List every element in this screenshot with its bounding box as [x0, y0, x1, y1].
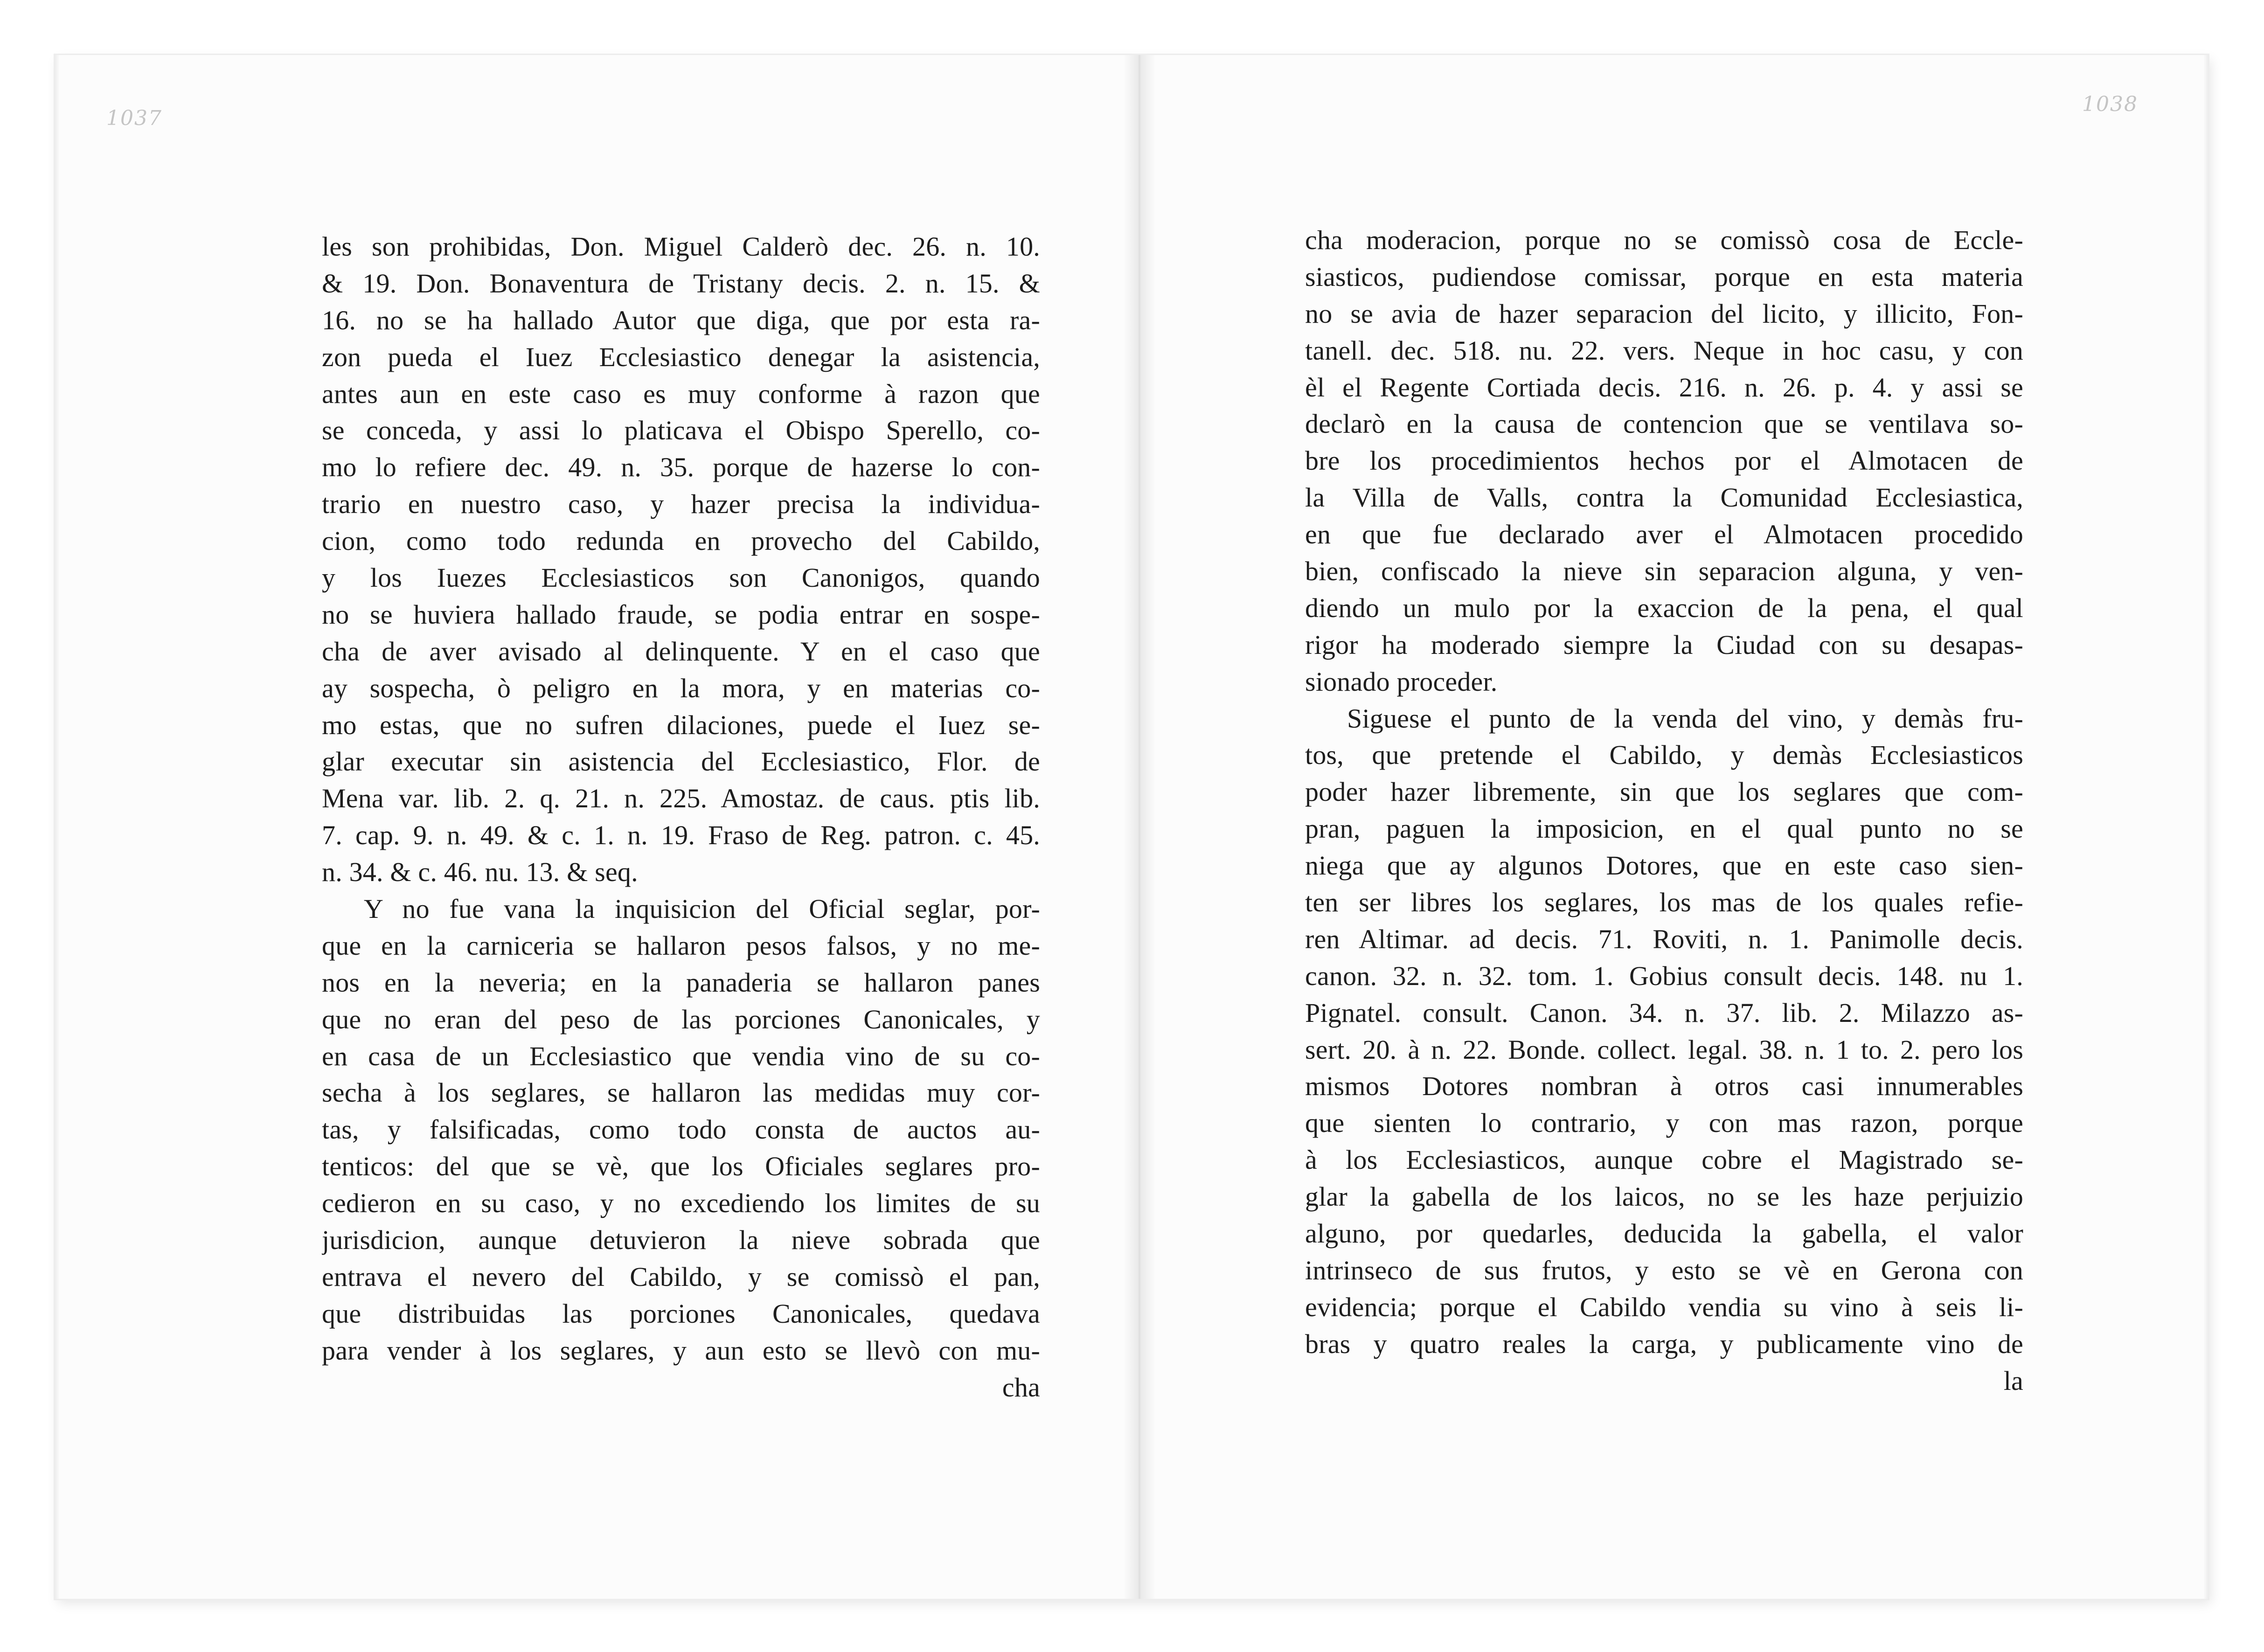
text-line: à los Ecclesiasticos, aunque cobre el Magistrado se- [1305, 1145, 2023, 1175]
text-line: cedieron en su caso, y no excediendo los limites de su [322, 1188, 1040, 1219]
text-line: poder hazer libremente, sin que los seglares que com- [1305, 777, 2023, 807]
text-line: mo estas, que no sufren dilaciones, puede el Iuez se- [322, 709, 1040, 740]
text-line: n. 34. & c. 46. nu. 13. & seq. [322, 857, 638, 888]
text-line: la Villa de Valls, contra la Comunidad Ecclesiastica, [1305, 482, 2023, 513]
right-page-edge [2203, 55, 2208, 1599]
text-line: declarò en la causa de contencion que se ventilava so- [1305, 409, 2023, 439]
catchword: la [2003, 1365, 2023, 1396]
text-line: glar executar sin asistencia del Ecclesiastico, Flor. de [322, 746, 1040, 777]
text-line: tanell. dec. 518. nu. 22. vers. Neque in hoc casu, y con [1305, 335, 2023, 366]
text-line: Siguese el punto de la venda del vino, y demàs fru- [1347, 703, 2023, 734]
text-line: mo lo refiere dec. 49. n. 35. porque de hazerse lo con- [322, 452, 1040, 483]
text-line: tos, que pretende el Cabildo, y demàs Ecclesiasticos [1305, 740, 2023, 770]
text-line: niega que ay algunos Dotores, que en este caso sien- [1305, 850, 2023, 881]
text-line: 16. no se ha hallado Autor que diga, que por esta ra- [322, 305, 1040, 335]
text-line: zon pueda el Iuez Ecclesiastico denegar la asistencia, [322, 341, 1040, 372]
text-line: no se avia de hazer separacion del licito, y illicito, Fon- [1305, 298, 2023, 329]
text-line: en que fue declarado aver el Almotacen procedido [1305, 519, 2023, 550]
text-line: y los Iuezes Ecclesiasticos son Canonigos, quando [322, 562, 1040, 593]
text-line: & 19. Don. Bonaventura de Tristany decis. 2. n. 15. & [322, 268, 1040, 298]
text-line: cion, como todo redunda en provecho del Cabildo, [322, 526, 1040, 556]
text-line: bien, confiscado la nieve sin separacion alguna, y ven- [1305, 556, 2023, 587]
text-line: pran, paguen la imposicion, en el qual punto no se [1305, 813, 2023, 844]
text-line: en casa de un Ecclesiastico que vendia vino de su co- [322, 1041, 1040, 1071]
left-page-text [322, 229, 1040, 1406]
text-line: les son prohibidas, Don. Miguel Calderò dec. 26. n. 10. [322, 231, 1040, 262]
text-line: intrinseco de sus frutos, y esto se vè en Gerona con [1305, 1255, 2023, 1285]
book-spread [55, 55, 2208, 1599]
text-line: èl el Regente Cortiada decis. 216. n. 26. p. 4. y assi se [1305, 372, 2023, 403]
text-line: Mena var. lib. 2. q. 21. n. 225. Amostaz. de caus. ptis lib. [322, 783, 1040, 814]
text-line: cha moderacion, porque no se comissò cosa de Eccle- [1305, 225, 2023, 255]
text-line: sionado proceder. [1305, 666, 1498, 697]
text-line: que distribuidas las porciones Canonicales, quedava [322, 1298, 1040, 1329]
right-page-text [1305, 222, 2023, 1400]
text-line: Y no fue vana la inquisicion del Oficial seglar, por- [364, 894, 1040, 924]
text-line: ren Altimar. ad decis. 71. Roviti, n. 1. Panimolle decis. [1305, 923, 2023, 954]
text-line: cha de aver avisado al delinquente. Y en el caso que [322, 636, 1040, 666]
text-line: se conceda, y assi lo platicava el Obispo Sperello, co- [322, 415, 1040, 446]
text-line: que no eran del peso de las porciones Canonicales, y [322, 1004, 1040, 1034]
catchword: cha [1002, 1372, 1040, 1402]
text-line: tenticos: del que se vè, que los Oficiales seglares pro- [322, 1151, 1040, 1182]
text-line: alguno, por quedarles, deducida la gabella, el valor [1305, 1218, 2023, 1249]
text-line: trario en nuestro caso, y hazer precisa la individua- [322, 489, 1040, 520]
text-line: evidencia; porque el Cabildo vendia su vino à seis li- [1305, 1291, 2023, 1322]
text-line: secha à los seglares, se hallaron las medidas muy cor- [322, 1077, 1040, 1108]
text-line: para vender à los seglares, y aun esto se llevò con mu- [322, 1335, 1040, 1366]
left-folio-number: 1037 [106, 106, 162, 130]
text-line: siasticos, pudiendose comissar, porque en esta materia [1305, 261, 2023, 292]
text-line: que en la carniceria se hallaron pesos falsos, y no me- [322, 930, 1040, 961]
text-line: ay sospecha, ò peligro en la mora, y en materias co- [322, 673, 1040, 703]
text-line: jurisdicion, aunque detuvieron la nieve sobrada que [322, 1225, 1040, 1256]
text-line: bre los procedimientos hechos por el Almotacen de [1305, 445, 2023, 476]
text-line: rigor ha moderado siempre la Ciudad con su desapas- [1305, 629, 2023, 660]
book-gutter [1123, 55, 1156, 1599]
text-line: 7. cap. 9. n. 49. & c. 1. n. 19. Fraso de Reg. patron. c. 45. [322, 820, 1040, 851]
text-line: sert. 20. à n. 22. Bonde. collect. legal. 38. n. 1 to. 2. pero los [1305, 1034, 2023, 1065]
text-line: bras y quatro reales la carga, y publicamente vino de [1305, 1328, 2023, 1359]
text-line: entrava el nevero del Cabildo, y se comissò el pan, [322, 1261, 1040, 1292]
text-line: tas, y falsificadas, como todo consta de auctos au- [322, 1114, 1040, 1145]
text-line: Pignatel. consult. Canon. 34. n. 37. lib. 2. Milazzo as- [1305, 997, 2023, 1028]
text-line: nos en la neveria; en la panaderia se hallaron panes [322, 967, 1040, 998]
text-line: glar la gabella de los laicos, no se les haze perjuizio [1305, 1181, 2023, 1212]
text-line: diendo un mulo por la exaccion de la pena, el qual [1305, 592, 2023, 623]
text-line: que sienten lo contrario, y con mas razon, porque [1305, 1108, 2023, 1138]
text-line: no se huviera hallado fraude, se podia entrar en sospe- [322, 599, 1040, 630]
right-folio-number: 1038 [2082, 92, 2138, 116]
left-page-edge [55, 55, 60, 1599]
text-line: canon. 32. n. 32. tom. 1. Gobius consult decis. 148. nu 1. [1305, 960, 2023, 991]
text-line: ten ser libres los seglares, los mas de los quales refie- [1305, 887, 2023, 918]
text-line: antes aun en este caso es muy conforme à razon que [322, 378, 1040, 409]
text-line: mismos Dotores nombran à otros casi innumerables [1305, 1071, 2023, 1102]
